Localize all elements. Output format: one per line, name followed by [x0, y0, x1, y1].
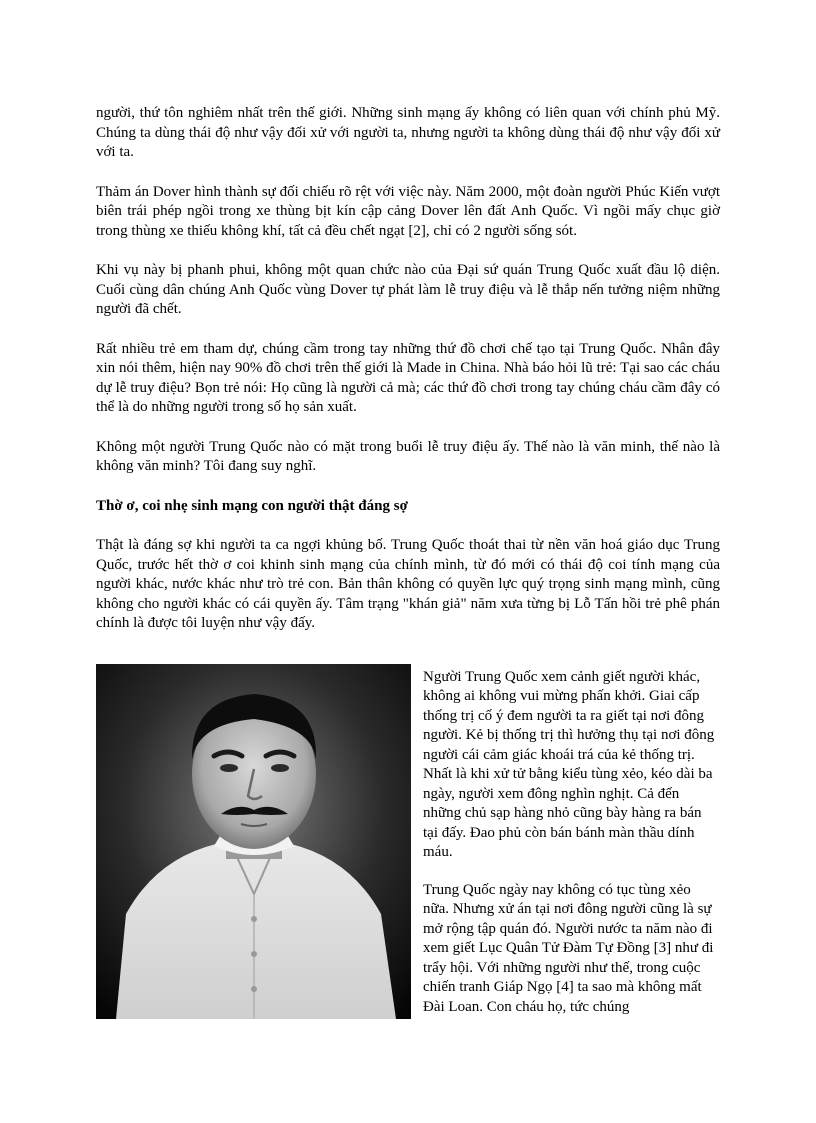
portrait-photo [96, 664, 411, 1019]
paragraph-3: Khi vụ này bị phanh phui, không một quan chức nào của Đại sứ quán Trung Quốc xuất đầu lộ diện. Cuối cùng dân chúng Anh Quốc vùng Dover tự phát làm lễ truy điệu và lễ thắp nến tưởng niệm những người đã chết. [96, 262, 720, 317]
section-heading: Thờ ơ, coi nhẹ sinh mạng con người thật đáng sợ [96, 497, 408, 514]
side-paragraph-2: Trung Quốc ngày nay không có tục tùng xẻo nữa. Nhưng xử án tại nơi đông người cũng là sự mở rộng tập quán đó. Người nước ta năm nào đi xem giết Lục Quân Tử Đàm Tự Đồng [3] như đi trẩy hội. Với những người như thế, trong cuộc chiến tranh Giáp Ngọ [4] ta sao mà không mất Đài Loan. Con cháu họ, tức chúng [423, 881, 714, 1015]
paragraph-2: Thảm án Dover hình thành sự đối chiếu rõ rệt với việc này. Năm 2000, một đoàn người Phúc Kiến vượt biên trái phép ngồi trong xe thùng bịt kín cập cảng Dover lên đất Anh Quốc. Vì ngồi mấy chục giờ trong thùng xe thiếu không khí, tất cả đều chết ngạt [2], chỉ có 2 người sống sót. [96, 183, 720, 239]
side-paragraph-1: Người Trung Quốc xem cảnh giết người khác, không ai không vui mừng phấn khởi. Giai cấp thống trị cố ý đem người ta ra giết tại nơi đông người. Kẻ bị thống trị thì hưởng thụ tại nơi đông người cái cảm giác khoái trá của kẻ thống trị. Nhất là khi xử tử bằng kiểu tùng xẻo, kéo dài ba ngày, người xem đông nghìn nghịt. Cả đến những chủ sạp hàng nhỏ cũng bày hàng ra bán tại đấy. Đao phủ còn bán bánh màn thầu dính máu. [423, 668, 715, 860]
paragraph-6: Thật là đáng sợ khi người ta ca ngợi khủng bố. Trung Quốc thoát thai từ nền văn hoá giáo dục Trung Quốc, trước hết thờ ơ coi khinh sinh mạng của chính mình, từ đó mới có thái độ coi tính mạng của người khác, nước khác như trò trẻ con. Bản thân không có quyền lực quý trọng sinh mạng mình, cũng không cho người khác có cái quyền ấy. Tâm trạng "khán giả" năm xưa từng bị Lỗ Tấn hồi trẻ phê phán chính là được tôi luyện như vậy đấy. [96, 537, 720, 631]
document-body [96, 104, 720, 1024]
side-text-column [423, 668, 720, 1036]
paragraph-1: người, thứ tôn nghiêm nhất trên thế giới. Những sinh mạng ấy không có liên quan với chính phủ Mỹ. Chúng ta dùng thái độ như vậy đối xử với người ta, nhưng người ta không dùng thái độ như vậy đối xử với ta. [96, 105, 720, 160]
paragraph-5: Không một người Trung Quốc nào có mặt trong buổi lễ truy điệu ấy. Thế nào là văn minh, thế nào là không văn minh? Tôi đang suy nghĩ. [96, 438, 720, 474]
figure-with-text [96, 654, 720, 1024]
paragraph-4: Rất nhiều trẻ em tham dự, chúng cầm trong tay những thứ đồ chơi chế tạo tại Trung Quốc. Nhân đây xin nói thêm, hiện nay 90% đồ chơi trên thế giới là Made in China. Nhà báo hỏi lũ trẻ: Tại sao các cháu dự lễ truy điệu? Bọn trẻ nói: Họ cũng là người cả mà; các thứ đồ chơi trong tay chúng cháu cầm đây có thể là do những người trong số họ sản xuất. [96, 340, 720, 415]
portrait-illustration [96, 664, 411, 1019]
